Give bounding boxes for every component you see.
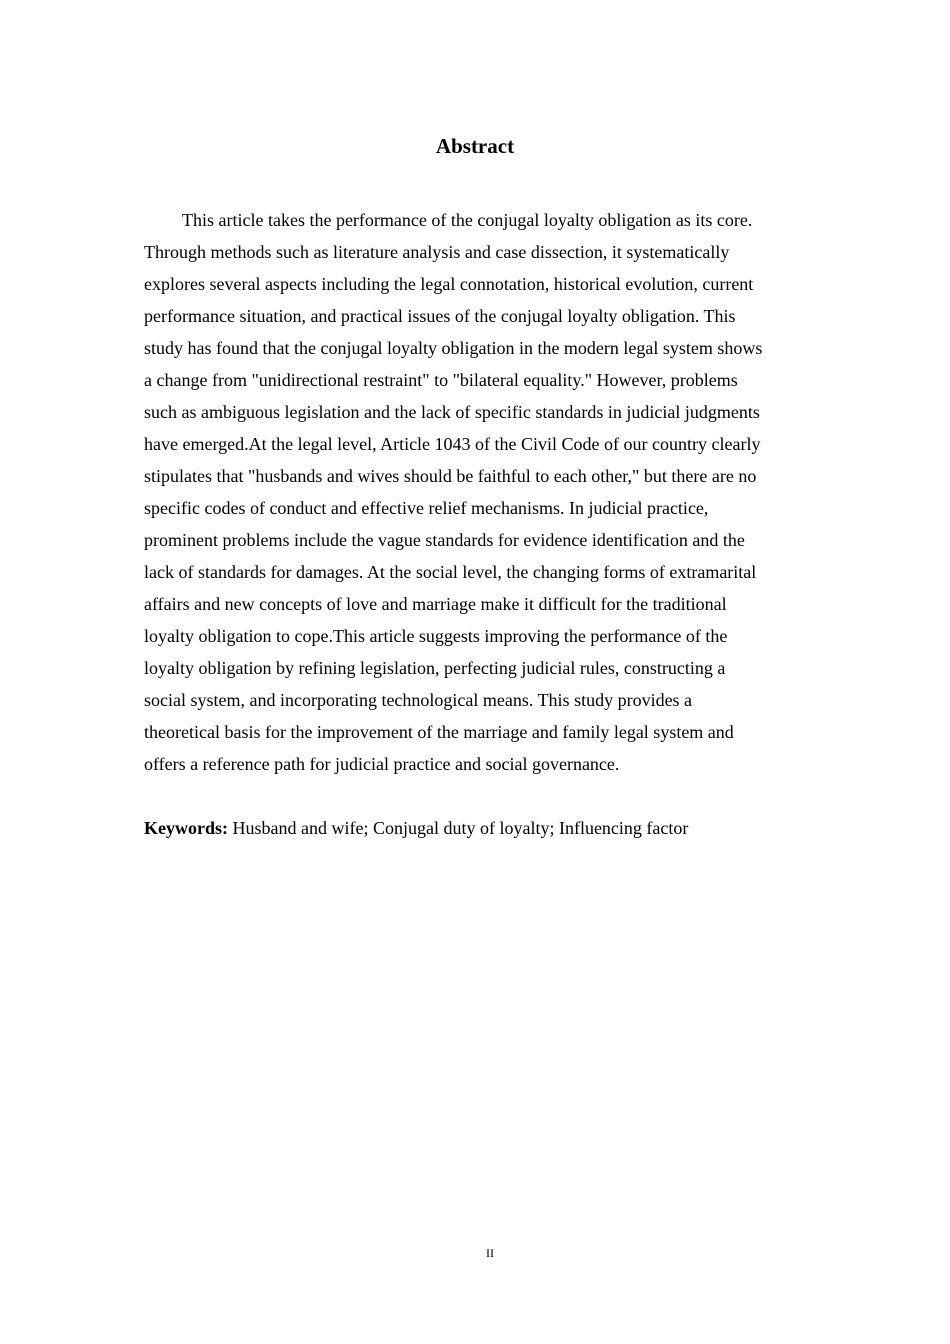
abstract-line: theoretical basis for the improvement of the marriage and family legal system and [144, 722, 734, 742]
abstract-line: lack of standards for damages. At the social level, the changing forms of extramarital [144, 562, 757, 582]
abstract-line: a change from "unidirectional restraint" to "bilateral equality." However, problems [144, 370, 738, 390]
abstract-line: explores several aspects including the legal connotation, historical evolution, current [144, 274, 754, 294]
abstract-line: specific codes of conduct and effective relief mechanisms. In judicial practice, [144, 498, 709, 518]
keywords-value: Husband and wife; Conjugal duty of loyalty; Influencing factor [228, 818, 689, 838]
abstract-line: Through methods such as literature analysis and case dissection, it systematically [144, 242, 730, 262]
abstract-line: prominent problems include the vague standards for evidence identification and the [144, 530, 745, 550]
abstract-line: performance situation, and practical issues of the conjugal loyalty obligation. This [144, 306, 736, 326]
keywords-label: Keywords: [144, 818, 228, 838]
abstract-line: social system, and incorporating technological means. This study provides a [144, 690, 693, 710]
page-number: II [486, 1246, 494, 1260]
abstract-title: Abstract [435, 134, 515, 158]
abstract-paragraph [144, 204, 807, 780]
keywords-line [144, 812, 688, 844]
abstract-line: This article takes the performance of the conjugal loyalty obligation as its core. [182, 210, 753, 230]
abstract-line: loyalty obligation to cope.This article suggests improving the performance of the [144, 626, 728, 646]
abstract-line: have emerged.At the legal level, Article 1043 of the Civil Code of our country clearly [144, 434, 761, 454]
abstract-line: study has found that the conjugal loyalty obligation in the modern legal system shows [144, 338, 763, 358]
abstract-line: stipulates that "husbands and wives should be faithful to each other," but there are no [144, 466, 757, 486]
abstract-line: loyalty obligation by refining legislation, perfecting judicial rules, constructing a [144, 658, 726, 678]
abstract-line: offers a reference path for judicial practice and social governance. [144, 754, 620, 774]
abstract-line: affairs and new concepts of love and marriage make it difficult for the traditional [144, 594, 727, 614]
abstract-line: such as ambiguous legislation and the lack of specific standards in judicial judgments [144, 402, 760, 422]
